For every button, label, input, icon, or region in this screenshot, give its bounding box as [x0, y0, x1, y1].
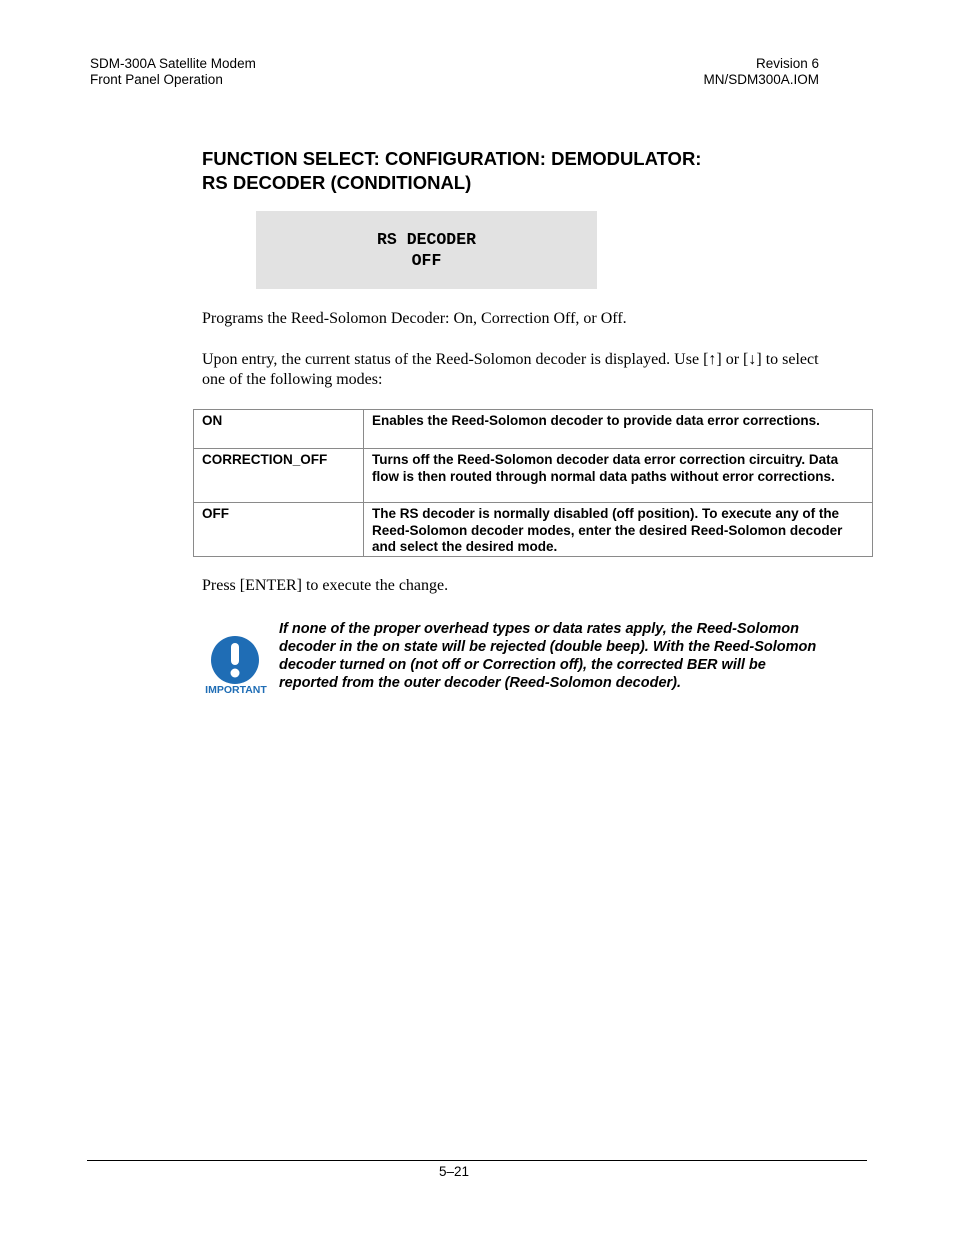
modes-table: [193, 409, 873, 557]
lcd-display: [256, 211, 597, 289]
enter-instruction: Press [ENTER] to execute the change.: [202, 577, 449, 594]
mode-name: OFF: [194, 503, 364, 557]
mode-name: CORRECTION_OFF: [194, 449, 364, 503]
header-document-number: MN/SDM300A.IOM: [703, 72, 819, 87]
lcd-line1: RS DECODER: [376, 230, 477, 249]
section-title-line2: RS DECODER (CONDITIONAL): [202, 172, 472, 193]
important-icon: [204, 636, 270, 698]
table-row: [194, 503, 873, 557]
table-row: [194, 410, 873, 449]
footer-divider: [87, 1160, 867, 1161]
table-row: [194, 449, 873, 503]
section-title: [202, 147, 822, 195]
header-chapter-title: Front Panel Operation: [90, 72, 223, 87]
header-document-title: SDM-300A Satellite Modem: [90, 56, 256, 71]
mode-description: Turns off the Reed-Solomon decoder data error correction circuitry. Data flow is then routed through normal data paths without error corrections.: [364, 449, 873, 503]
mode-name: ON: [194, 410, 364, 449]
mode-description: The RS decoder is normally disabled (off position). To execute any of the Reed-Solomon decoder modes, enter the desired Reed-Solomon decoder and select the desired mode.: [364, 503, 873, 557]
section-title-line1: FUNCTION SELECT: CONFIGURATION: DEMODULATOR:: [202, 148, 702, 169]
important-icon-label: IMPORTANT: [205, 684, 267, 696]
page-header-right: [703, 56, 819, 88]
instruction-paragraph: Upon entry, the current status of the Reed-Solomon decoder is displayed. Use [↑] or [↓] to select one of the following modes:: [202, 351, 819, 388]
important-note-text: If none of the proper overhead types or data rates apply, the Reed-Solomon decoder in the on state will be rejected (double beep). With the Reed-Solomon decoder turned on (not off or Correction off), the corrected BER will be reported from the outer decoder (Reed-Solomon decoder).: [279, 621, 817, 691]
lcd-line2: OFF: [411, 251, 442, 270]
header-revision: Revision 6: [755, 56, 819, 71]
page-number: 5–21: [438, 1164, 470, 1179]
mode-description: Enables the Reed-Solomon decoder to provide data error corrections.: [364, 410, 873, 449]
intro-paragraph: Programs the Reed-Solomon Decoder: On, Correction Off, or Off.: [202, 310, 627, 327]
page-header-left: [90, 56, 256, 88]
